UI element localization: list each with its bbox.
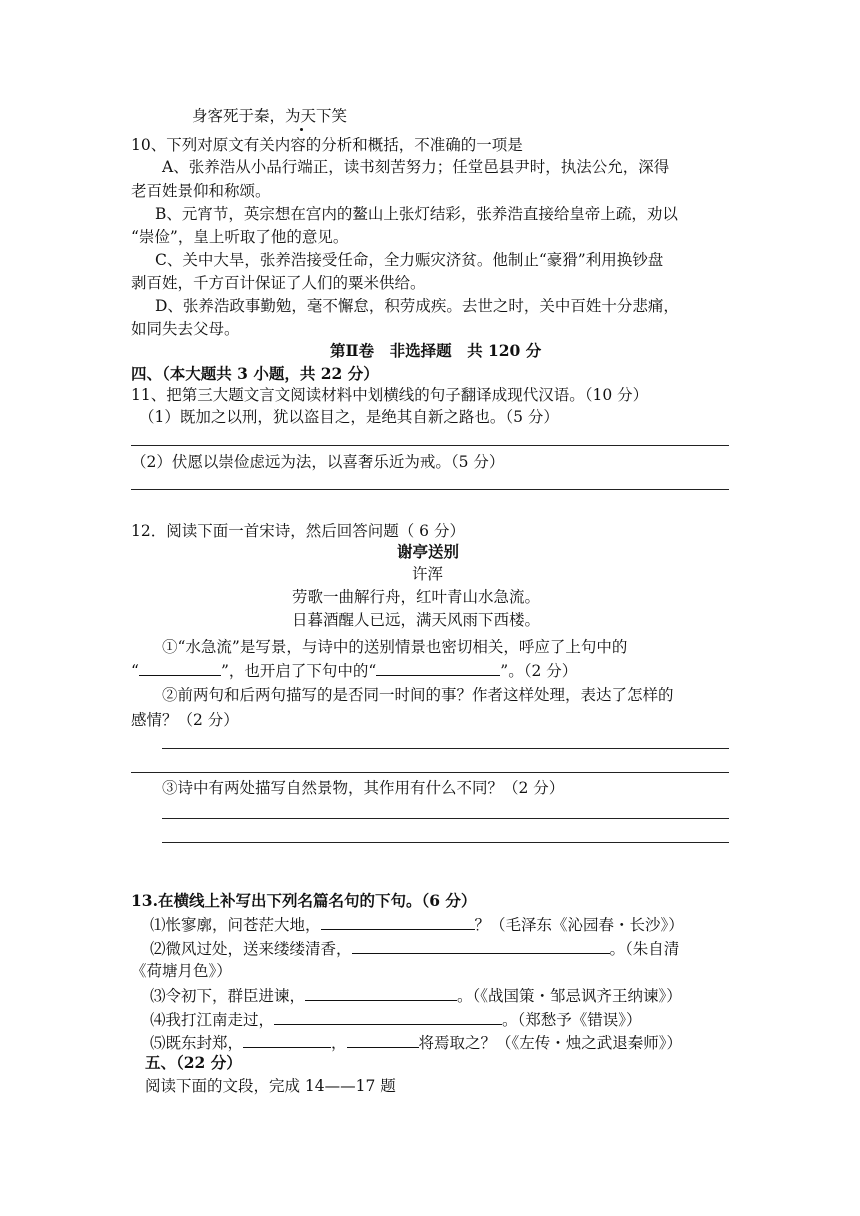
q10-option-d-line1: D、张养浩政事勤勉，毫不懈怠，积劳成疾。去世之时，关中百姓十分悲痛， xyxy=(155,297,679,315)
q10-option-d-line2: 如同失去父母。 xyxy=(131,320,240,338)
answer-line[interactable] xyxy=(131,489,729,490)
item3-source: 。（《战国策・邹忌讽齐王纳谏》） xyxy=(457,987,682,1005)
fill-blank[interactable] xyxy=(352,938,610,954)
q9-tail-line: 身客死于秦，为天下笑 xyxy=(192,107,348,125)
q10-option-c-line2: 剥百姓，千方百计保证了人们的粟米供给。 xyxy=(131,274,426,292)
q10-option-a-line1: A、张养浩从小品行端正，读书刻苦努力；任堂邑县尹时，执法公允，深得 xyxy=(162,158,670,176)
q11-part2: （2）伏愿以崇俭虑远为法，以喜奢乐近为戒。（5 分） xyxy=(131,453,505,471)
q11-stem: 11、把第三大题文言文阅读材料中划横线的句子翻译成现代汉语。（10 分） xyxy=(131,386,649,404)
q12-sub3: ③诗中有两处描写自然景物，其作用有什么不同？（2 分） xyxy=(162,779,565,797)
fill-blank[interactable] xyxy=(347,1032,419,1048)
q13-item3 xyxy=(150,985,682,1006)
item5-prompt: ⑸既东封郑， xyxy=(150,1034,244,1052)
fill-blank[interactable] xyxy=(139,660,221,676)
q10-option-a-line2: 老百姓景仰和称颂。 xyxy=(131,182,271,200)
q10-option-b-line2: “崇俭”，皇上听取了他的意见。 xyxy=(131,228,349,246)
middle-text: ”，也开启了下句中的“ xyxy=(220,662,377,680)
item1-source: ？（毛泽东《沁园春・长沙》） xyxy=(474,916,684,934)
part2-title: 第Ⅱ卷 非选择题 共 120 分 xyxy=(330,341,542,360)
score-text: ”。（2 分） xyxy=(500,662,578,680)
q10-option-b-line1: B、元宵节，英宗想在宫内的鳌山上张灯结彩，张养浩直接给皇帝上疏，劝以 xyxy=(155,205,678,223)
q12-sub2-line1: ②前两句和后两句描写的是否同一时间的事？作者这样处理，表达了怎样的 xyxy=(162,686,674,704)
section4-title: 四、（本大题共 3 小题，共 22 分） xyxy=(131,364,379,383)
section5-intro: 阅读下面的文段，完成 14——17 题 xyxy=(145,1077,396,1095)
fill-blank[interactable] xyxy=(321,914,475,930)
fill-blank[interactable] xyxy=(376,660,500,676)
poem-line-1: 劳歌一曲解行舟，红叶青山水急流。 xyxy=(292,588,541,606)
poem-author: 许浑 xyxy=(412,565,444,583)
poem-title: 谢亭送别 xyxy=(397,542,460,561)
q12-stem: 12．阅读下面一首宋诗，然后回答问题（ 6 分） xyxy=(131,522,465,540)
answer-line[interactable] xyxy=(131,445,729,446)
q13-item4 xyxy=(150,1009,642,1030)
q13-stem: 13.在横线上补写出下列名篇名句的下句。（6 分） xyxy=(131,891,477,910)
poem-line-2: 日暮酒醒人已远，满天风雨下西楼。 xyxy=(292,611,541,629)
item3-prompt: ⑶令初下，群臣进谏， xyxy=(150,987,306,1005)
q10-stem: 10、下列对原文有关内容的分析和概括，不准确的一项是 xyxy=(131,136,523,154)
answer-line[interactable] xyxy=(131,772,729,773)
open-quote: “ xyxy=(131,662,139,680)
item4-source: 。（郑愁予《错误》） xyxy=(502,1011,642,1029)
q13-item5 xyxy=(150,1032,682,1053)
q10-option-c-line1: C、关中大旱，张养浩接受任命，全力赈灾济贫。他制止“豪猾”利用换钞盘 xyxy=(155,251,664,269)
item2-source: 。（朱自清 xyxy=(609,940,680,958)
item2-prompt: ⑵微风过处，送来缕缕清香， xyxy=(150,940,352,958)
q13-item1 xyxy=(150,914,684,935)
answer-line[interactable] xyxy=(162,818,729,819)
fill-blank[interactable] xyxy=(305,985,457,1001)
emphasis-dot xyxy=(300,128,303,131)
item4-prompt: ⑷我打江南走过， xyxy=(150,1011,275,1029)
q11-part1: （1）既加之以刑，犹以盗目之，是绝其自新之路也。（5 分） xyxy=(139,408,559,426)
q13-item2 xyxy=(150,938,679,959)
q12-sub2-line2: 感情？（2 分） xyxy=(131,711,239,729)
item5-comma: ， xyxy=(331,1034,347,1052)
fill-blank[interactable] xyxy=(274,1009,502,1025)
fill-blank[interactable] xyxy=(243,1032,331,1048)
q13-item2-cont: 《荷塘月色》） xyxy=(131,962,232,980)
answer-line[interactable] xyxy=(162,842,729,843)
q12-sub1-line2 xyxy=(131,660,577,681)
answer-line[interactable] xyxy=(162,748,729,749)
item1-prompt: ⑴怅寥廓，问苍茫大地， xyxy=(150,916,321,934)
section5-title: 五、（22 分） xyxy=(145,1053,242,1072)
q12-sub1-line1: ①“水急流”是写景，与诗中的送别情景也密切相关，呼应了上句中的 xyxy=(162,638,628,656)
item5-source: 将焉取之？（《左传・烛之武退秦师》） xyxy=(418,1034,683,1052)
